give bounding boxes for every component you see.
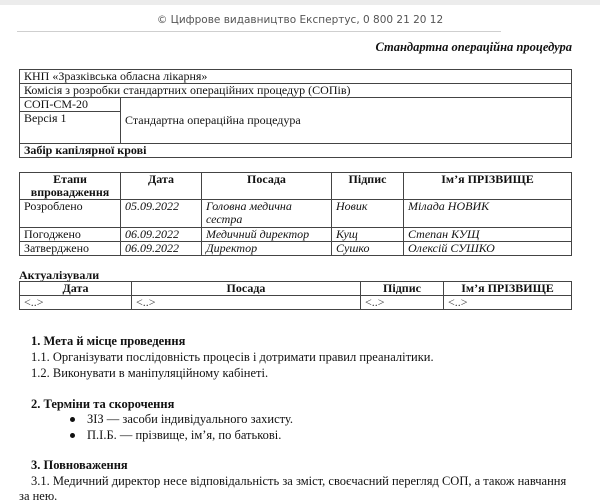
document-running-header: Стандартна операційна процедура xyxy=(375,40,572,54)
name-cell: Мілада НОВИК xyxy=(404,200,572,228)
procedure-type-cell: Стандартна операційна процедура xyxy=(121,98,572,144)
header-signature: Підпис xyxy=(361,282,444,296)
placeholder-cell[interactable]: <..> xyxy=(132,296,361,310)
bullet-icon xyxy=(70,433,75,438)
copyright-notice: © Цифрове видавництво Експертус, 0 800 21 20 12 xyxy=(156,14,444,26)
organization-cell: КНП «Зразківська обласна лікарня» xyxy=(20,70,572,84)
table-row xyxy=(20,228,572,242)
section-title: 2. Терміни та скорочення xyxy=(31,397,175,411)
bullet-icon xyxy=(70,417,75,422)
position-cell: Головна медична сестра xyxy=(202,200,332,228)
signature-cell: Сушко xyxy=(332,242,404,256)
bullet-item xyxy=(70,412,293,427)
date-cell: 06.09.2022 xyxy=(121,228,202,242)
commission-cell: Комісія з розробки стандартних операційних процедур (СОПів) xyxy=(20,84,572,98)
sop-code-cell: СОП-СМ-20 xyxy=(20,98,121,112)
section-title: 1. Мета й місце проведення xyxy=(31,334,186,348)
stage-cell: Затверджено xyxy=(20,242,121,256)
position-cell: Медичний директор xyxy=(202,228,332,242)
sop-info-table xyxy=(19,69,572,158)
placeholder-cell[interactable]: <..> xyxy=(444,296,572,310)
header-name: Ім’я ПРІЗВИЩЕ xyxy=(444,282,572,296)
stage-cell: Розроблено xyxy=(20,200,121,228)
section-line: 3.1. Медичний директор несе відповідальність за зміст, своєчасний перегляд СОП, а також навчання xyxy=(31,474,567,488)
name-cell: Олексій СУШКО xyxy=(404,242,572,256)
header-position: Посада xyxy=(202,173,332,200)
signature-cell: Кущ xyxy=(332,228,404,242)
header-divider xyxy=(17,31,501,32)
header-name: Ім’я ПРІЗВИЩЕ xyxy=(404,173,572,200)
date-cell: 05.09.2022 xyxy=(121,200,202,228)
bullet-text: ЗІЗ — засоби індивідуального захисту. xyxy=(87,412,294,426)
header-date: Дата xyxy=(20,282,132,296)
bullet-item xyxy=(70,428,281,443)
version-cell: Версія 1 xyxy=(20,112,121,144)
header-signature: Підпис xyxy=(332,173,404,200)
header-date: Дата xyxy=(121,173,202,200)
stage-cell: Погоджено xyxy=(20,228,121,242)
section-line: 1.1. Організувати послідовність процесів і дотримати правил преаналітики. xyxy=(31,350,434,364)
name-cell: Степан КУЩ xyxy=(404,228,572,242)
top-band xyxy=(0,0,600,5)
approval-table xyxy=(19,172,572,256)
header-stage: Етапи впровадження xyxy=(20,173,121,200)
procedure-name-cell: Забір капілярної крові xyxy=(20,144,572,158)
section-line: 1.2. Виконувати в маніпуляційному кабінеті. xyxy=(31,366,269,380)
section-line: за нею. xyxy=(19,489,58,503)
table-row xyxy=(20,200,572,228)
approval-header-row xyxy=(20,173,572,200)
placeholder-cell[interactable]: <..> xyxy=(361,296,444,310)
signature-cell: Новик xyxy=(332,200,404,228)
update-table xyxy=(19,281,572,310)
placeholder-cell[interactable]: <..> xyxy=(20,296,132,310)
updated-by-label: Актуалізували xyxy=(19,268,100,282)
position-cell: Директор xyxy=(202,242,332,256)
table-row xyxy=(20,296,572,310)
date-cell: 06.09.2022 xyxy=(121,242,202,256)
update-header-row xyxy=(20,282,572,296)
section-title: 3. Повноваження xyxy=(31,458,128,472)
header-position: Посада xyxy=(132,282,361,296)
bullet-text: П.І.Б. — прізвище, ім’я, по батькові. xyxy=(87,428,282,442)
table-row xyxy=(20,242,572,256)
